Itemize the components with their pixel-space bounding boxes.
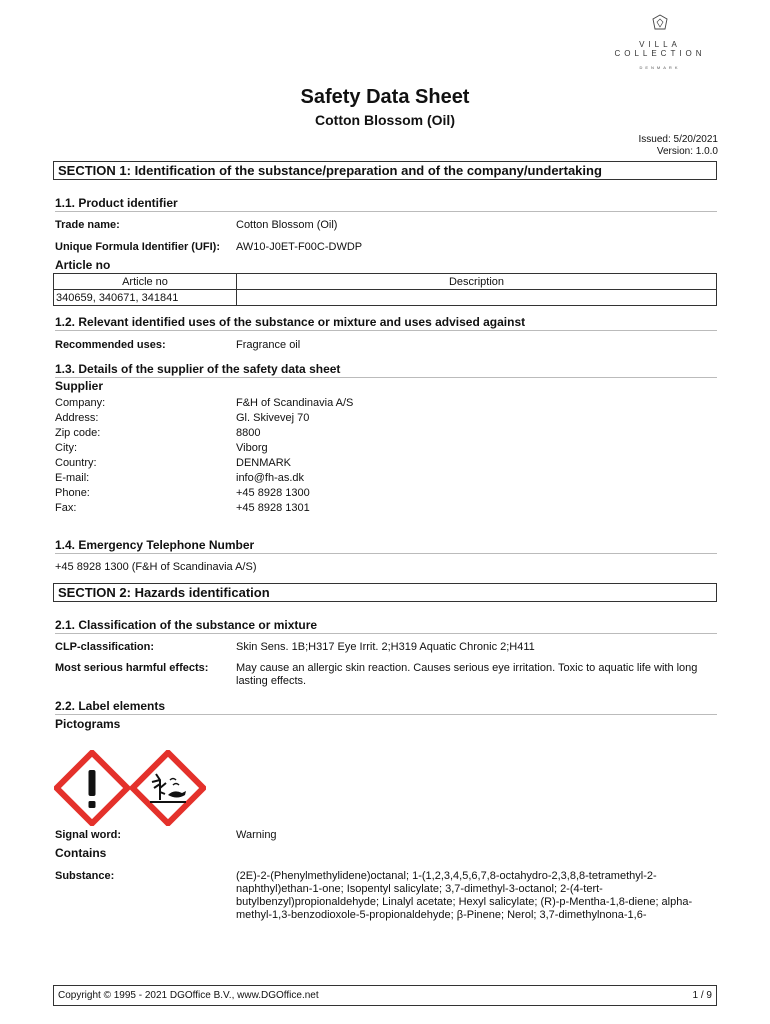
page-footer	[53, 985, 717, 1006]
logo-mark-icon	[651, 14, 669, 32]
country-label: Country:	[55, 457, 97, 469]
address-value: Gl. Skivevej 70	[236, 412, 310, 424]
article-table	[53, 273, 717, 306]
harmful-effects-value: May cause an allergic skin reaction. Causes serious eye irritation. Toxic to aquatic life with long lasting effects.	[236, 662, 698, 687]
company-value: F&H of Scandinavia A/S	[236, 397, 354, 409]
logo-subtitle: DENMARK	[639, 65, 681, 70]
subsection-1-2-heading: 1.2. Relevant identified uses of the substance or mixture and uses advised against	[55, 315, 717, 331]
supplier-values	[236, 396, 353, 516]
company-label: Company:	[55, 397, 106, 409]
description-cell	[237, 290, 717, 306]
copyright-text: Copyright © 1995 - 2021 DGOffice B.V., www.DGOffice.net	[58, 990, 319, 1001]
table-header-row	[54, 274, 717, 290]
document-title: Safety Data Sheet	[300, 86, 470, 108]
subsection-1-4-heading: 1.4. Emergency Telephone Number	[55, 538, 717, 554]
subsection-1-1-heading: 1.1. Product identifier	[55, 196, 717, 212]
page-number: 1 / 9	[692, 990, 712, 1001]
substance-value: (2E)-2-(Phenylmethylidene)octanal; 1-(1,2,3,4,5,6,7,8-octahydro-2,3,8,8-tetramethyl-2-naphthyl)ethan-1-one; Isopentyl salicylate; 3,7-dimethyl-3-octanol; 2-(4-tert-butylbenzyl)propionaldehyde; Linalyl acetate; Hexyl salicylate; (R)-p-Mentha-1,8-diene; alpha-methyl-1,3-benzodioxole-5-propionaldehyde; β-Pinene; Nerol; 3,7-dimethylnona-1,6-	[236, 870, 693, 921]
section-1-heading: SECTION 1: Identification of the substance/preparation and of the company/undertaking	[53, 161, 717, 180]
product-name: Cotton Blossom (Oil)	[315, 112, 455, 128]
signal-word-value: Warning	[236, 829, 277, 841]
country-value: DENMARK	[236, 457, 292, 469]
ufi-label: Unique Formula Identifier (UFI):	[55, 241, 220, 253]
emergency-phone-value: +45 8928 1300 (F&H of Scandinavia A/S)	[55, 561, 257, 573]
zip-code-value: 8800	[236, 427, 261, 439]
clp-classification-label: CLP-classification:	[55, 641, 155, 653]
trade-name-value: Cotton Blossom (Oil)	[236, 219, 338, 231]
email-value: info@fh-as.dk	[236, 472, 305, 484]
section-2-heading: SECTION 2: Hazards identification	[53, 583, 717, 602]
address-label: Address:	[55, 412, 99, 424]
contains-heading: Contains	[55, 846, 107, 860]
city-label: City:	[55, 442, 77, 454]
trade-name-label: Trade name:	[55, 219, 120, 231]
phone-value: +45 8928 1300	[236, 487, 310, 499]
subsection-1-3-heading: 1.3. Details of the supplier of the safety data sheet	[55, 362, 717, 378]
ufi-value: AW10-J0ET-F00C-DWDP	[236, 241, 363, 253]
environment-hazard-icon	[130, 750, 206, 826]
zip-code-label: Zip code:	[55, 427, 101, 439]
subsection-2-1-heading: 2.1. Classification of the substance or mixture	[55, 618, 717, 634]
fax-label: Fax:	[55, 502, 77, 514]
recommended-uses-value: Fragrance oil	[236, 339, 301, 351]
issue-info	[638, 134, 718, 158]
logo-name: VILLA COLLECTION	[614, 40, 706, 58]
harmful-effects-label: Most serious harmful effects:	[55, 662, 209, 674]
pictograms-heading: Pictograms	[55, 717, 121, 731]
supplier-heading: Supplier	[55, 379, 104, 393]
fax-value: +45 8928 1301	[236, 502, 310, 514]
article-no-heading: Article no	[55, 258, 111, 272]
email-label: E-mail:	[55, 472, 90, 484]
recommended-uses-label: Recommended uses:	[55, 339, 166, 351]
substance-label: Substance:	[55, 870, 115, 882]
brand-logo	[596, 14, 724, 70]
exclamation-mark-icon	[54, 750, 130, 826]
version: Version: 1.0.0	[656, 146, 718, 157]
table-row	[54, 290, 717, 306]
issued-date: Issued: 5/20/2021	[638, 134, 718, 145]
article-numbers-cell: 340659, 340671, 341841	[54, 290, 237, 306]
column-header-description: Description	[237, 274, 717, 290]
phone-label: Phone:	[55, 487, 90, 499]
clp-classification-value: Skin Sens. 1B;H317 Eye Irrit. 2;H319 Aquatic Chronic 2;H411	[236, 641, 535, 653]
supplier-labels	[55, 396, 105, 516]
subsection-2-2-heading: 2.2. Label elements	[55, 699, 717, 715]
city-value: Viborg	[236, 442, 268, 454]
signal-word-label: Signal word:	[55, 829, 121, 841]
column-header-article-no: Article no	[54, 274, 237, 290]
